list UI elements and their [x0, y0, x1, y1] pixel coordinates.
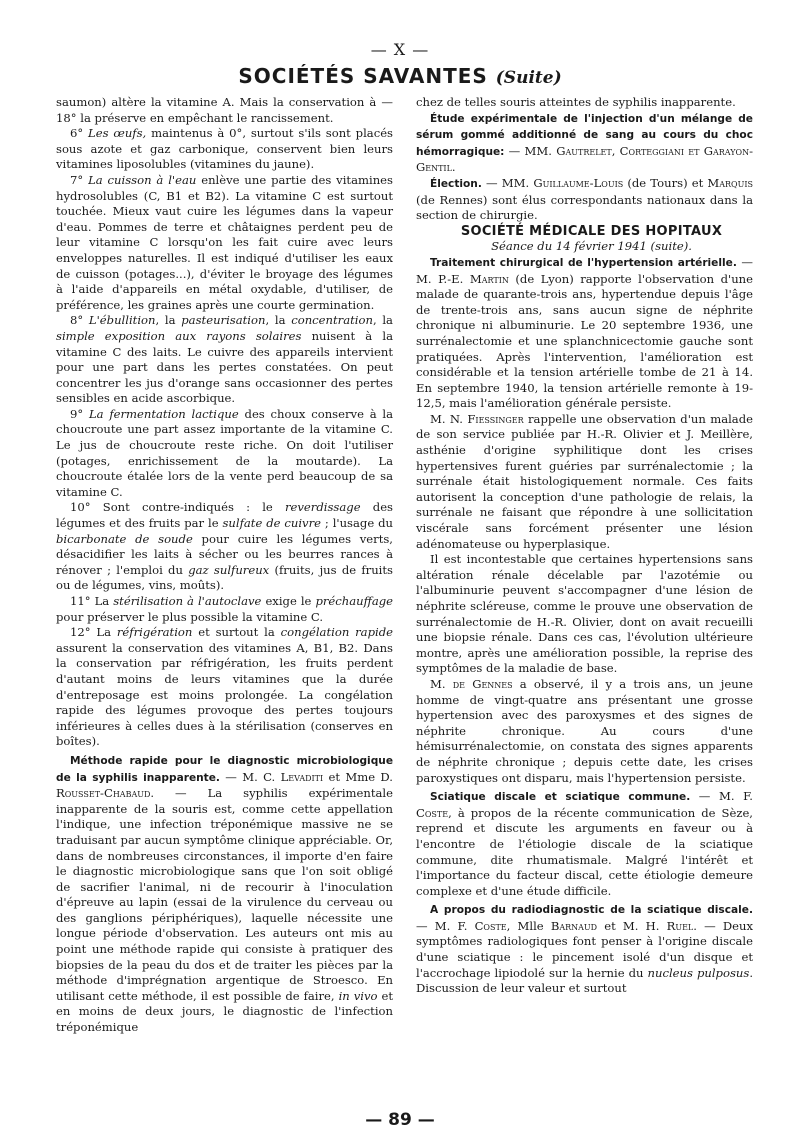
item-text: (fruits, jus de fruits ou de légumes, vins, moûts).: [56, 562, 393, 593]
author-name: de Gennes: [452, 676, 513, 691]
article-sciatique: [416, 789, 753, 899]
article-election: [416, 176, 753, 224]
paragraph-12: [56, 625, 393, 750]
paragraph-6: [56, 126, 393, 173]
author-name: Fiessinger: [467, 411, 524, 426]
paragraph: Il est incontestable que certaines hypertensions sans altération rénale décelable par l'azotémie ou l'albuminurie peuvent s'accompagner d'une lésion de néphrite scléreuse, comme le prouve une observation de surrénalectomie de H.-R. Olivier, dont on avait recueilli une biopsie rénale. Dans ces cas, l'évolution ultérieure montre, après une amélioration possible, la reprise des symptômes de la maladie de base.: [416, 552, 753, 676]
item-term: La cuisson à l'eau: [88, 172, 197, 187]
paragraph: chez de telles souris atteintes de syphilis inapparente.: [416, 95, 736, 109]
article-text: — M. P.-E.: [416, 254, 753, 286]
item-text: , la: [372, 313, 393, 328]
item-text: et surtout la: [192, 625, 281, 640]
article-text: . — Deux symptômes radiologiques font penser à l'origine discale d'une sciatique : le pincement isolé d'un disque et l'accrochage lipiodolé sur la hernie du: [416, 918, 753, 980]
title-suffix: (Suite): [495, 68, 562, 88]
author-name: Ruel: [666, 918, 694, 933]
title-text: SOCIÉTÉS SAVANTES: [238, 64, 488, 88]
item-term: reverdissage: [284, 500, 361, 515]
author-name: Coste: [416, 805, 449, 820]
article-text: — M. F.: [416, 918, 475, 933]
item-number: 10°: [70, 500, 91, 515]
article-text: et M. H.: [597, 918, 667, 933]
article-text: rappelle une observation d'un malade de son service publiée par H.-R. Olivier et J. Meillère, asthénie d'origine syphilitique dont les crises hypertensives furent guéries par surrénalectomie ; la surrénale était histologiquement normale. Ces faits autorisent la conception d'une pathologie de relais, la surrénale ne faisant que répondre à une sollicitation viscérale sans forcément présenter une lésion adénomateuse ou hyperplasique.: [416, 411, 754, 551]
item-number: 6°: [70, 126, 84, 141]
item-text: Sont contre-indiqués : le: [90, 500, 285, 515]
item-number: 11°: [70, 594, 91, 608]
article-text: . — La syphilis expérimentale inapparente de la souris est, comme cette appellation l'indique, une infection tréponémique massive ne se traduisant par aucun symptôme clinique appréciable. Or, dans de nombreuses circonstances, il importe d'en faire le diagnostic microbiologique sans que l'on soit obligé de sacrifier l'animal, ni de recourir à l'inoculation d'épreuve au lapin (essai de la virulence du cerveau ou des ganglions périphériques), laquelle nécessite une longue période d'observation. Les auteurs ont mis au point une méthode rapide qui consiste à pratiquer des biopsies de la peau du dos et de traiter les pièces par la méthode d'imprégnation argentique de Stroesco. En utilisant cette méthode, il est possible de faire,: [56, 786, 393, 1003]
author-name: Marquis: [707, 175, 753, 190]
article-text: . Discussion de leur valeur et surtout: [416, 965, 754, 996]
article-title: A propos du radiodiagnostic de la sciatique discale.: [430, 904, 753, 917]
item-text: , la: [155, 313, 182, 328]
item-text: nuisent à la vitamine C des laits. Le cuivre des appareils intervient pour une part dans les pertes constatées. On peut concentrer les jus d'orange sans occasionner des pertes sensibles en acide ascorbique.: [56, 328, 393, 406]
item-text: des choux conserve à la choucroute une part assez importante de la vitamine C. Le jus de choucroute reste riche. On doit l'utiliser (potages, enrichissement de la moutarde). La choucroute étalée lors de la vente perd beaucoup de sa vitamine C.: [56, 406, 394, 499]
paragraph-9: [56, 407, 393, 501]
article-text: et en moins de deux jours, le diagnostic de l'infection tréponémique: [56, 988, 393, 1035]
item-term: préchauffage: [315, 594, 394, 608]
article-text: M.: [430, 676, 453, 691]
paragraph-10: [56, 500, 393, 594]
item-number: 7°: [70, 172, 84, 187]
article-syphilis: [56, 753, 393, 1036]
page-number: — 89 —: [365, 1110, 435, 1130]
page-title: [0, 64, 800, 88]
item-text: enlève une partie des vitamines hydrosolubles (C, B1 et B2). La vitamine C est surtout touchée. Mieux vaut cuire les légumes dans la vapeur d'eau. Pommes de terre et châtaignes perdent peu de leur vitamine C lorsqu'on les fait cuire avec leurs enveloppes naturelles. Il est indiqué d'utiliser les eaux de cuisson (potages...), d'éviter le broyage des légumes à l'aide d'appareils en métal oxydable, d'utiliser, de préférence, les graines après une courte germination.: [56, 172, 393, 312]
article-text: a observé, il y a trois ans, un jeune homme de vingt-quatre ans présentant une grosse hypertension avec des paroxysmes et des signes de néphrite chronique. Au cours d'une hémisurrénalectomie, on constata des signes apparents de néphrite chronique ; depuis cette date, les crises paroxystiques ont disparu, mais l'hypertension persiste.: [416, 676, 753, 785]
article-title: Étude expérimentale de l'injection d'un mélange de sérum gommé additionné de sang au cours du choc hémorragique:: [416, 112, 753, 158]
author-name: Levaditi: [280, 769, 324, 784]
item-text: La: [90, 594, 114, 608]
item-term: gaz sulfureux: [188, 562, 270, 577]
paragraph-de-gennes: [416, 677, 753, 786]
item-text: , la: [265, 313, 292, 328]
article-title: Élection.: [430, 177, 482, 190]
item-text: des légumes et des fruits par le: [56, 500, 394, 531]
item-term: sulfate de cuivre: [222, 516, 321, 531]
paragraph-8: [56, 313, 393, 407]
article-term: nucleus pulposus: [647, 965, 750, 980]
item-text: La: [90, 625, 117, 640]
item-term: concentration: [291, 313, 373, 328]
article-title: Traitement chirurgical de l'hypertension artérielle.: [430, 256, 737, 269]
item-term: Les œufs,: [88, 126, 147, 141]
paragraph-11: [56, 594, 393, 625]
article-title: Sciatique discale et sciatique commune.: [430, 791, 691, 804]
item-term: simple exposition aux rayons solaires: [56, 328, 302, 343]
article-title: Méthode rapide pour le diagnostic microbiologique de la syphilis inapparente.: [56, 754, 393, 784]
article-serum: [416, 111, 753, 176]
item-text: ; l'usage du: [321, 516, 393, 531]
paragraph-fiessinger: [416, 412, 753, 552]
session-date: Séance du 14 février 1941 (suite).: [491, 239, 692, 254]
article-text: , Mlle: [506, 918, 551, 933]
item-term: réfrigération: [116, 625, 193, 640]
author-name: Rousset-Chabaud: [56, 786, 151, 801]
page-roman-numeral: — X —: [370, 40, 430, 59]
article-text: (de Tours) et: [623, 175, 708, 190]
item-number: 12°: [70, 625, 91, 640]
item-text: assurent la conservation des vitamines A, B1, B2. Dans la conservation par réfrigération, les fruits perdent d'autant moins de leurs vitamines que la durée d'entreposage est moins prolongée. La congélation rapide des légumes provoque des pertes toujours inférieures à celles dues à la stérilisation (conserves en boîtes).: [56, 640, 393, 749]
item-text: pour cuire les légumes verts, désacidifier les laits à sécher ou les beurres rances à rénover ; l'emploi du: [56, 531, 393, 577]
article-text: (de Lyon) rapporte l'observation d'une malade de quarante-trois ans, hypertendue depuis l'âge de trente-trois ans, sans aucun signe de néphrite chronique ni albuminurie. Le 20 septembre 1936, une surrénalectomie et une splanchnicectomie gauche sont pratiquées. Après l'intervention, l'amélioration est considérable et la tension artérielle tombe de 21 à 14. En septembre 1940, la tension artérielle remonte à 19-12,5, mais l'amélioration générale persiste.: [416, 271, 753, 411]
section-title: SOCIÉTÉ MÉDICALE DES HOPITAUX: [460, 223, 723, 239]
item-term: L'ébullition: [88, 313, 156, 328]
article-text: et Mme D.: [323, 769, 393, 784]
author-name: Guillaume-Louis: [533, 175, 624, 190]
item-term: bicarbonate de soude: [56, 531, 193, 546]
paragraph: saumon) altère la vitamine A. Mais la conservation à — 18° la préserve en empêchant le rancissement.: [56, 95, 393, 125]
article-text: — MM.: [481, 175, 534, 190]
item-term: congélation rapide: [280, 625, 393, 640]
right-column: [416, 95, 753, 997]
article-text: (de Rennes) sont élus correspondants nationaux dans la section de chirurgie.: [416, 192, 753, 223]
article-text: , à propos de la récente communication de Sèze, reprend et discute les arguments en faveur ou à l'encontre de l'étiologie discale de la sciatique commune, dite rhumatismale. Malgré l'intérêt et l'importance du facteur discal, cette étiologie demeure complexe et d'une étude difficile.: [416, 805, 753, 898]
item-text: pour préserver le plus possible la vitamine C.: [56, 609, 324, 624]
left-column: [56, 95, 393, 1036]
paragraph-7: [56, 173, 393, 313]
author-name: Gautrelet, Corteggiani et Garayon-Gentil: [416, 143, 754, 175]
article-text: .: [451, 160, 456, 175]
article-text: — M. C.: [219, 769, 281, 784]
item-term: pasteurisation: [181, 313, 266, 328]
article-term: in vivo: [338, 988, 378, 1003]
author-name: Coste: [474, 918, 507, 933]
item-text: exige le: [261, 594, 316, 608]
article-hypertension: [416, 255, 753, 412]
item-term: stérilisation à l'autoclave: [113, 594, 262, 608]
article-radiodiagnostic: [416, 902, 753, 997]
article-text: M. N.: [430, 411, 468, 426]
item-term: La fermentation lactique: [88, 406, 239, 421]
author-name: Barnaud: [550, 918, 598, 933]
author-name: Martin: [469, 271, 509, 286]
item-text: maintenus à 0°, surtout s'ils sont placés sous azote et gaz carbonique, conservent bien leurs vitamines liposolubles (vitamines du jaune).: [56, 126, 393, 172]
item-number: 9°: [70, 406, 84, 421]
article-text: — M. F.: [690, 789, 753, 804]
article-text: — MM.: [504, 143, 557, 158]
item-number: 8°: [70, 313, 84, 328]
